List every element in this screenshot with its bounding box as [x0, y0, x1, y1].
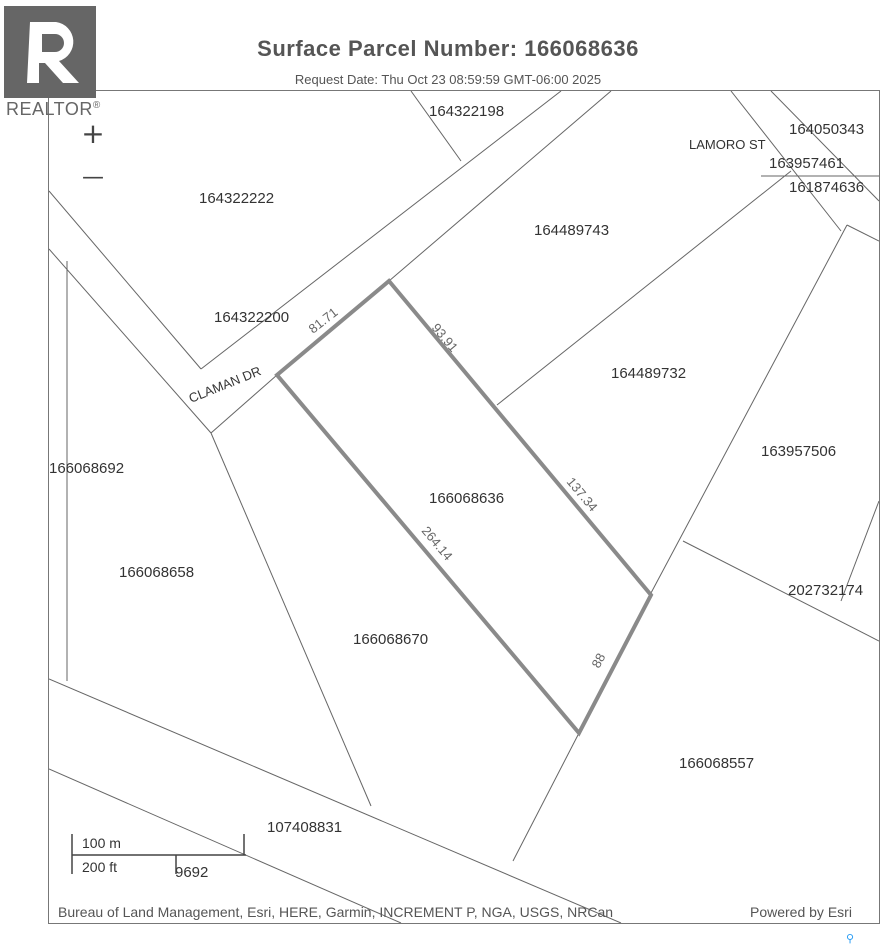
parcel-lines	[49, 91, 879, 923]
parcel-label: 164322222	[199, 190, 275, 207]
street-label: CLAMAN DR	[186, 363, 264, 406]
request-date: Request Date: Thu Oct 23 08:59:59 GMT-06:00 2025	[294, 72, 602, 87]
parcel-line	[513, 733, 579, 861]
registered-mark: ®	[92, 100, 101, 111]
parcel-label: 163957461	[769, 155, 845, 172]
parcel-label: 164322200	[214, 309, 290, 326]
parcel-label: 164489732	[611, 365, 687, 382]
page-title: Surface Parcel Number: 166068636	[257, 36, 639, 61]
dimension-label: 81.71	[305, 304, 341, 337]
dimension-label: 93.91	[428, 320, 462, 355]
parcel-label: 107408831	[267, 819, 343, 836]
parcel-label: 161874636	[789, 179, 865, 196]
realtor-word: REALTOR	[6, 99, 93, 119]
parcel-line	[651, 225, 847, 593]
parcel-line	[847, 225, 879, 241]
map-attribution: Bureau of Land Management, Esri, HERE, Garmin, INCREMENT P, NGA, USGS, NRCan	[58, 904, 614, 920]
parcel-line	[411, 91, 461, 161]
parcel-label: 9692	[175, 864, 209, 881]
zoom-out-button[interactable]: —	[82, 165, 104, 190]
road-edge	[201, 91, 561, 369]
dimension-label: 264.14	[418, 523, 456, 564]
map-pin-icon: ⚲	[846, 933, 855, 945]
scale-metric-label: 100 m	[82, 835, 121, 851]
parcel-label: 164322198	[429, 103, 505, 120]
realtor-logo[interactable]	[4, 6, 96, 98]
parcel-label: 164489743	[534, 222, 610, 239]
road-edge	[49, 191, 201, 369]
parcel-label: 166068557	[679, 755, 755, 772]
parcel-label: 163957506	[761, 443, 837, 460]
street-label: LAMORO ST	[689, 137, 766, 152]
parcel-label: 166068670	[353, 631, 429, 648]
parcel-label: 166068658	[119, 564, 195, 581]
zoom-in-button[interactable]: +	[81, 117, 105, 150]
parcel-line	[49, 679, 621, 923]
parcel-label: 166068692	[49, 460, 125, 477]
scale-bar	[70, 834, 246, 876]
powered-by-esri[interactable]: Powered by Esri	[750, 904, 852, 920]
dimension-label: 137.34	[563, 474, 601, 515]
parcel-label: 202732174	[788, 582, 864, 599]
parcel-label: 164050343	[789, 121, 865, 138]
map-canvas	[49, 91, 879, 923]
road-edge	[49, 249, 211, 433]
scale-imperial-label: 200 ft	[82, 859, 118, 875]
dimension-label: 88	[588, 650, 609, 671]
realtor-r-icon	[4, 6, 96, 98]
parcel-line	[211, 433, 371, 806]
parcel-map[interactable]	[48, 90, 880, 924]
parcel-label-subject: 166068636	[429, 490, 505, 507]
